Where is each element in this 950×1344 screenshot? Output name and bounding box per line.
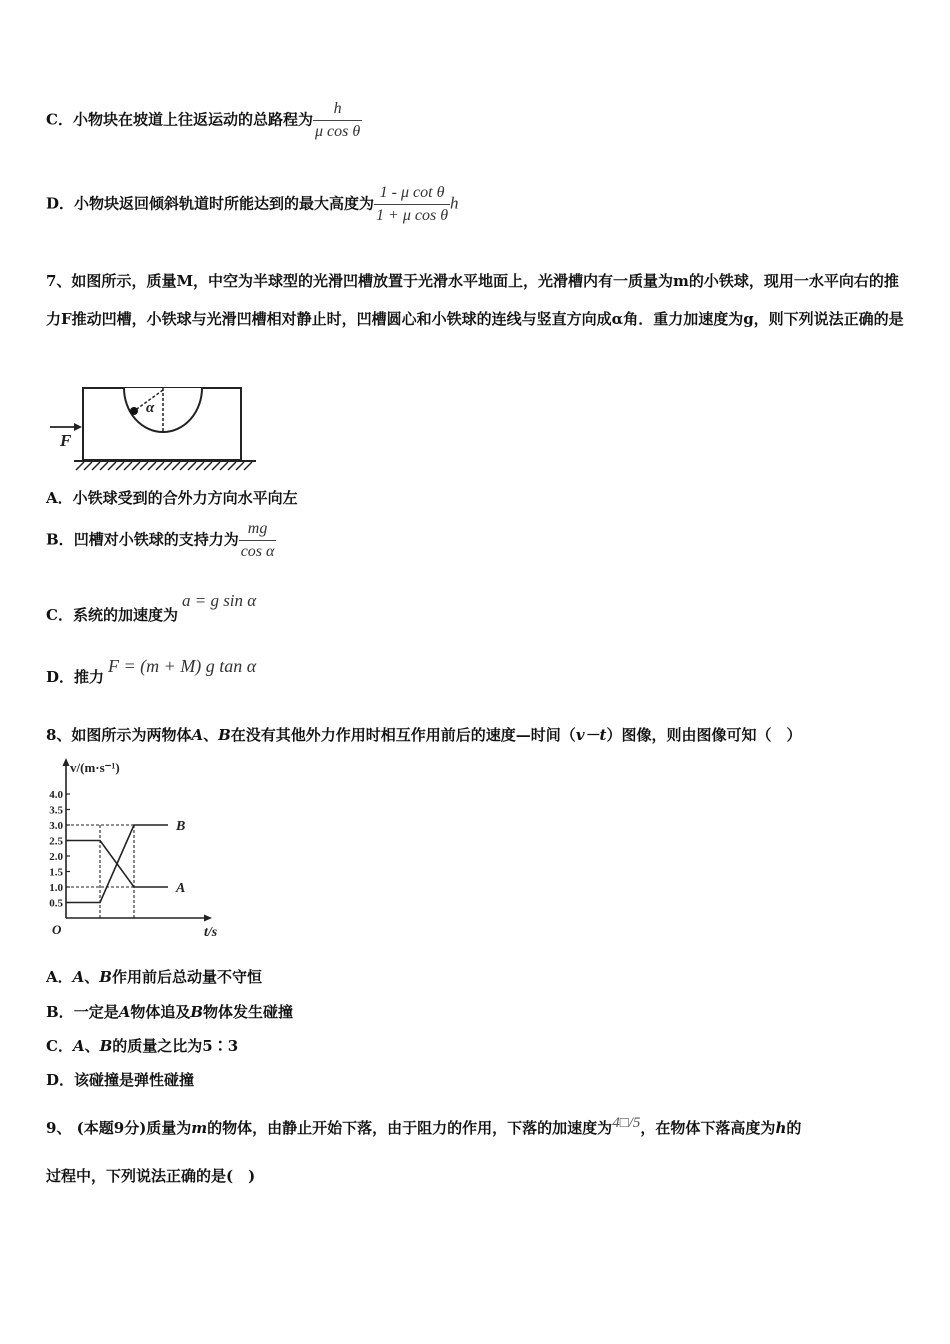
var-b: B	[99, 1037, 113, 1055]
stem-text: 的物体，由静止开始下落，由于阻力的作用，下落的加速度为	[207, 1119, 613, 1137]
var-a: A	[72, 968, 85, 986]
option-text: 物体发生碰撞	[203, 1003, 294, 1021]
fraction-denominator: μ cos θ	[314, 123, 361, 140]
option-label: D．	[46, 194, 75, 213]
option-label: A．	[46, 968, 73, 986]
y-tick-label: 0.5	[49, 897, 63, 910]
fraction-numerator: mg	[239, 520, 277, 541]
option-label: D．	[46, 1071, 75, 1089]
q9-stem-line2: 过程中，下列说法正确的是( )	[46, 1167, 256, 1185]
option-label: D．	[46, 668, 75, 686]
var-b: B	[99, 968, 112, 986]
q7-option-d	[46, 656, 257, 687]
y-tick-label: 2.0	[49, 851, 63, 863]
q7-option-a	[46, 487, 298, 508]
arrow-head-icon	[74, 423, 82, 431]
chart-xlabel: t/s	[204, 925, 218, 940]
option-label: A．	[46, 489, 73, 507]
acceleration-formula: 4□/5	[612, 1115, 641, 1131]
option-text: 小物块在坡道上往返运动的总路程为	[72, 110, 313, 129]
q7-figure	[46, 384, 260, 476]
stem-text: 在没有其他外力作用时相互作用前后的速度—时间（	[230, 726, 576, 744]
q8-vt-chart	[44, 756, 244, 942]
fraction-denominator: 1 + μ cos θ	[376, 207, 449, 224]
q7-stem: 7、如图所示，质量M，中空为半球型的光滑凹槽放置于光滑水平地面上，光滑槽内有一质量为m的小铁球，现用一水平向右的推力F推动凹槽，小铁球与光滑凹槽相对静止时，凹槽圆心和小铁球的连线与竖直方向成α角．重力加速度为g，则下列说法正确的是	[46, 272, 904, 328]
option-text: 该碰撞是弹性碰撞	[74, 1071, 195, 1089]
q8-option-b	[46, 1001, 293, 1022]
y-axis-arrow-icon	[63, 758, 70, 766]
series-label-A: A	[176, 881, 186, 896]
var-b: B	[218, 726, 231, 744]
var-a: A	[72, 1037, 85, 1055]
stem-text: ，在物体下落高度为	[640, 1119, 776, 1137]
fraction	[313, 100, 362, 141]
q7-option-c	[46, 591, 257, 625]
formula-suffix: h	[450, 193, 459, 213]
y-tick-label: 1.0	[49, 882, 63, 894]
option-text: 系统的加速度为	[72, 606, 178, 624]
q8-option-a	[46, 966, 262, 987]
series-label-B: B	[176, 819, 186, 834]
y-tick-label: 4.0	[49, 789, 63, 801]
var-vt: v－t	[575, 726, 607, 744]
option-label: B．	[46, 1003, 74, 1021]
option-text: 小铁球受到的合外力方向水平向左	[72, 489, 298, 507]
stem-text: 的	[786, 1119, 802, 1137]
q9-stem-line1	[46, 1117, 801, 1138]
separator: 、	[84, 968, 100, 986]
force-label: F	[60, 431, 72, 450]
y-tick-label: 1.5	[49, 866, 63, 879]
x-axis-arrow-icon	[204, 915, 212, 922]
fraction-numerator: h	[313, 100, 362, 121]
option-label: C．	[46, 1037, 73, 1055]
y-tick-label: 3.0	[49, 820, 63, 832]
q8-option-c	[46, 1035, 238, 1056]
option-text: 凹槽对小铁球的支持力为	[73, 530, 239, 549]
separator: 、	[84, 1037, 100, 1055]
y-tick-label: 2.5	[49, 835, 63, 848]
q8-stem	[46, 724, 801, 745]
option-label: B．	[46, 530, 74, 549]
q8-option-d	[46, 1069, 194, 1090]
formula: F = (m + M) g tan α	[108, 656, 257, 676]
option-text: 小物块返回倾斜轨道时所能达到的最大高度为	[74, 194, 375, 213]
stem-text: ）图像，则由图像可知（ ）	[606, 726, 802, 744]
stem-text: 9、 (本题9分)质量为	[46, 1119, 192, 1137]
option-text: 作用前后总动量不守恒	[111, 968, 262, 986]
fraction-denominator: cos α	[240, 543, 275, 560]
q6-option-d	[46, 184, 459, 225]
option-label: C．	[46, 110, 73, 129]
var-b: B	[190, 1003, 204, 1021]
angle-label: α	[146, 400, 155, 416]
option-text: 推力	[74, 668, 105, 686]
option-text: 一定是	[73, 1003, 119, 1021]
formula: a = g sin α	[181, 591, 257, 610]
var-m: m	[191, 1119, 208, 1137]
chart-origin-label: O	[52, 922, 62, 937]
stem-text: 8、如图所示为两物体	[46, 726, 192, 744]
fraction-numerator: 1 - μ cot θ	[374, 184, 450, 205]
fraction	[239, 520, 277, 561]
fraction	[374, 184, 450, 225]
q7-option-b	[46, 520, 276, 561]
option-text: 的质量之比为5∶3	[112, 1037, 239, 1055]
separator: 、	[203, 726, 219, 744]
q6-option-c	[46, 100, 362, 141]
series-line-B	[66, 825, 168, 903]
ground-hatch	[76, 462, 252, 470]
chart-ylabel: v/(m·s⁻¹)	[70, 760, 120, 775]
var-h: h	[775, 1119, 787, 1137]
option-text: 物体追及	[130, 1003, 191, 1021]
iron-ball	[130, 407, 138, 415]
option-label: C．	[46, 606, 73, 624]
y-tick-label: 3.5	[49, 804, 63, 817]
var-a: A	[191, 726, 204, 744]
var-a: A	[118, 1003, 131, 1021]
